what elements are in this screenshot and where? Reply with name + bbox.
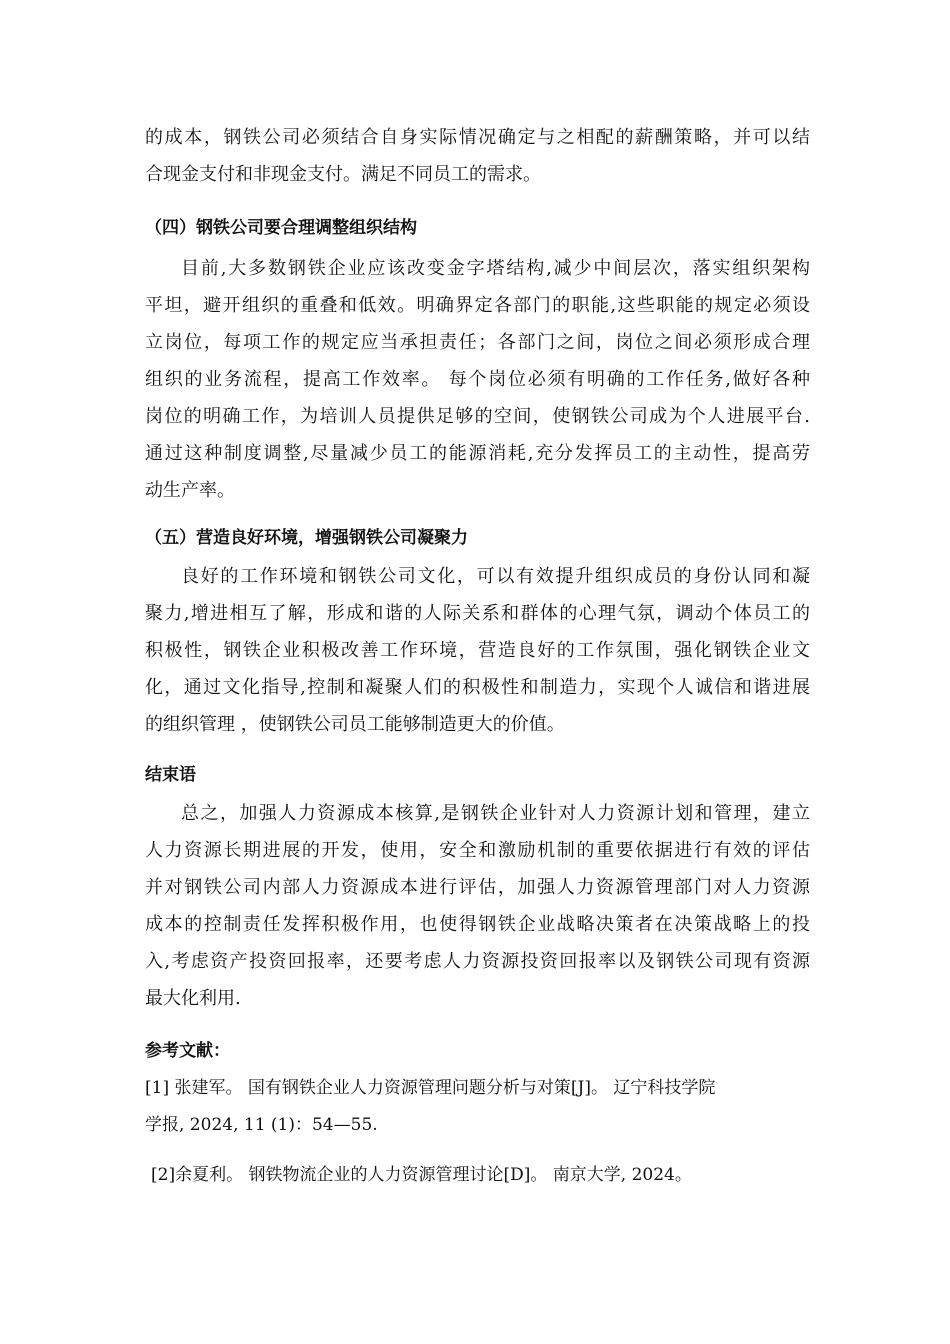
section-heading: （五）营造良好环境，增强钢铁公司凝聚力 [145, 528, 468, 548]
paragraph-line: 并对钢铁公司内部人力资源成本进行评估，加强人力资源管理部门对人力资源 [145, 877, 810, 898]
paragraph-line: 最大化利用. [145, 988, 241, 1009]
paragraph-line: 平坦，避开组织的重叠和低效。明确界定各部门的职能,这些职能的规定必须设 [145, 295, 810, 316]
paragraph-line: 积极性，钢铁企业积极改善工作环境，营造良好的工作氛围，强化钢铁企业文 [145, 640, 810, 661]
paragraph-line: 聚力,增进相互了解，形成和谐的人际关系和群体的心理气氛，调动个体员工的 [145, 603, 810, 624]
paragraph-line: 成本的控制责任发挥积极作用，也使得钢铁企业战略决策者在决策战略上的投 [145, 914, 810, 935]
paragraph-line: 的组织管理 ，使钢铁公司员工能够制造更大的价值。 [145, 714, 565, 735]
references-heading: 参考文献： [145, 1041, 230, 1061]
paragraph-line: 入,考虑资产投资回报率，还要考虑人力资源投资回报率以及钢铁公司现有资源 [145, 951, 810, 972]
paragraph-line: 的成本，钢铁公司必须结合自身实际情况确定与之相配的薪酬策略，并可以结 [145, 127, 810, 148]
paragraph-line: 通过这种制度调整,尽量减少员工的能源消耗,充分发挥员工的主动性，提高劳 [145, 443, 810, 464]
paragraph-line: 目前,大多数钢铁企业应该改变金字塔结构,减少中间层次，落实组织架构 [181, 258, 810, 279]
paragraph-line: 合现金支付和非现金支付。满足不同员工的需求。 [145, 164, 541, 185]
paragraph-line: 动生产率。 [145, 480, 235, 501]
reference-item-continued: 学报, 2024, 11 (1)：54—55. [145, 1115, 378, 1135]
reference-item: [2]余夏利。 钢铁物流企业的人力资源管理讨论[D]。 南京大学, 2024。 [151, 1165, 692, 1185]
paragraph-line: 组织的业务流程，提高工作效率。 每个岗位必须有明确的工作任务,做好各种 [145, 369, 810, 390]
section-heading: 结束语 [145, 765, 196, 785]
paragraph-line: 人力资源长期进展的开发，使用，安全和激励机制的重要依据进行有效的评估 [145, 840, 810, 861]
paragraph-line: 岗位的明确工作，为培训人员提供足够的空间，使钢铁公司成为个人进展平台. [145, 406, 810, 427]
paragraph-line: 总之，加强人力资源成本核算,是钢铁企业针对人力资源计划和管理，建立 [181, 803, 810, 824]
section-heading: （四）钢铁公司要合理调整组织结构 [145, 218, 417, 238]
reference-item: [1] 张建军。 国有钢铁企业人力资源管理问题分析与对策[J]。 辽宁科技学院 [145, 1078, 716, 1098]
paragraph-line: 立岗位，每项工作的规定应当承担责任；各部门之间，岗位之间必须形成合理 [145, 332, 810, 353]
paragraph-line: 化，通过文化指导,控制和凝聚人们的积极性和制造力，实现个人诚信和谐进展 [145, 677, 810, 698]
paragraph-line: 良好的工作环境和钢铁公司文化，可以有效提升组织成员的身份认同和凝 [181, 566, 810, 587]
